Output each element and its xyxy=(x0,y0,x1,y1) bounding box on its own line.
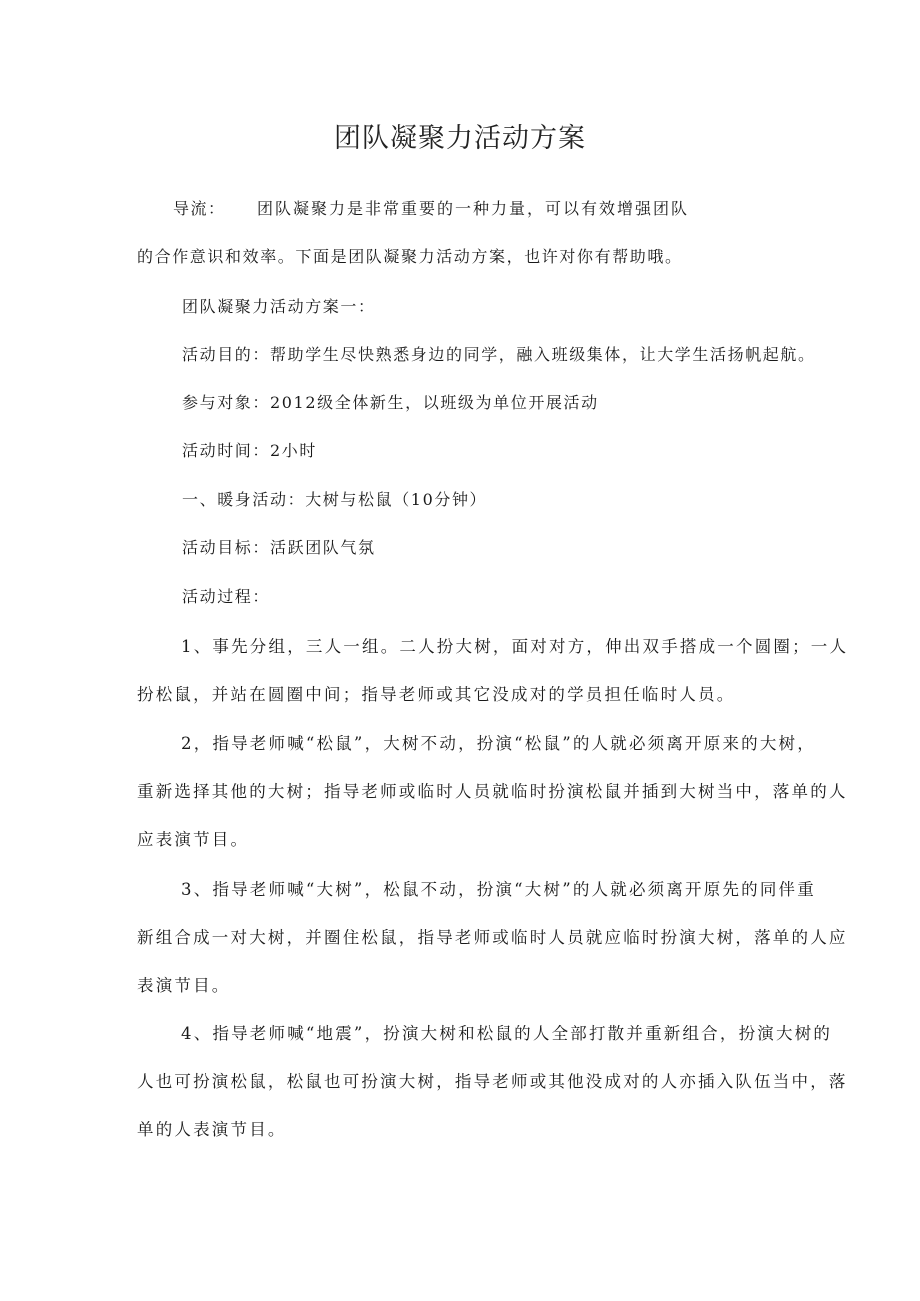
document-title: 团队凝聚力活动方案 xyxy=(334,123,586,154)
section-heading-warmup: 一、暖身活动：大树与松鼠（10分钟） xyxy=(182,490,488,509)
step-4-line-2: 人也可扮演松鼠，松鼠也可扮演大树，指导老师或其他没成对的人亦插入队伍当中，落 xyxy=(137,1072,848,1091)
step-1-line-2: 扮松鼠，并站在圆圈中间；指导老师或其它没成对的学员担任临时人员。 xyxy=(137,685,736,704)
step-4-line-3: 单的人表演节目。 xyxy=(137,1120,287,1139)
step-1-line-1: 1、事先分组，三人一组。二人扮大树，面对对方，伸出双手搭成一个圆圈；一人 xyxy=(181,637,849,656)
step-3-line-2: 新组合成一对大树，并圈住松鼠，指导老师或临时人员就应临时扮演大树，落单的人应 xyxy=(137,928,848,947)
lead-text-line-1: 团队凝聚力是非常重要的一种力量，可以有效增强团队 xyxy=(257,199,690,218)
step-3-line-1: 3、指导老师喊“大树”，松鼠不动，扮演“大树”的人就必须离开原先的同伴重 xyxy=(181,880,816,899)
step-3-line-3: 表演节目。 xyxy=(137,976,231,995)
lead-label: 导流： xyxy=(173,199,226,218)
activity-participants: 参与对象：2012级全体新生，以班级为单位开展活动 xyxy=(182,393,599,412)
step-4-line-1: 4、指导老师喊“地震”，扮演大树和松鼠的人全部打散并重新组合，扮演大树的 xyxy=(181,1024,833,1043)
step-2-line-1: 2，指导老师喊“松鼠”，大树不动，扮演“松鼠”的人就必须离开原来的大树， xyxy=(181,734,816,753)
lead-text-line-2: 的合作意识和效率。下面是团队凝聚力活动方案，也许对你有帮助哦。 xyxy=(137,247,683,266)
activity-purpose: 活动目的：帮助学生尽快熟悉身边的同学，融入班级集体，让大学生活扬帆起航。 xyxy=(182,345,816,364)
activity-goal: 活动目标：活跃团队气氛 xyxy=(182,538,376,557)
plan-heading: 团队凝聚力活动方案一： xyxy=(182,297,376,316)
process-label: 活动过程： xyxy=(182,587,271,606)
step-2-line-3: 应表演节目。 xyxy=(137,830,250,849)
step-2-line-2: 重新选择其他的大树；指导老师或临时人员就临时扮演松鼠并插到大树当中，落单的人 xyxy=(137,782,848,801)
activity-duration: 活动时间：2小时 xyxy=(182,441,317,460)
